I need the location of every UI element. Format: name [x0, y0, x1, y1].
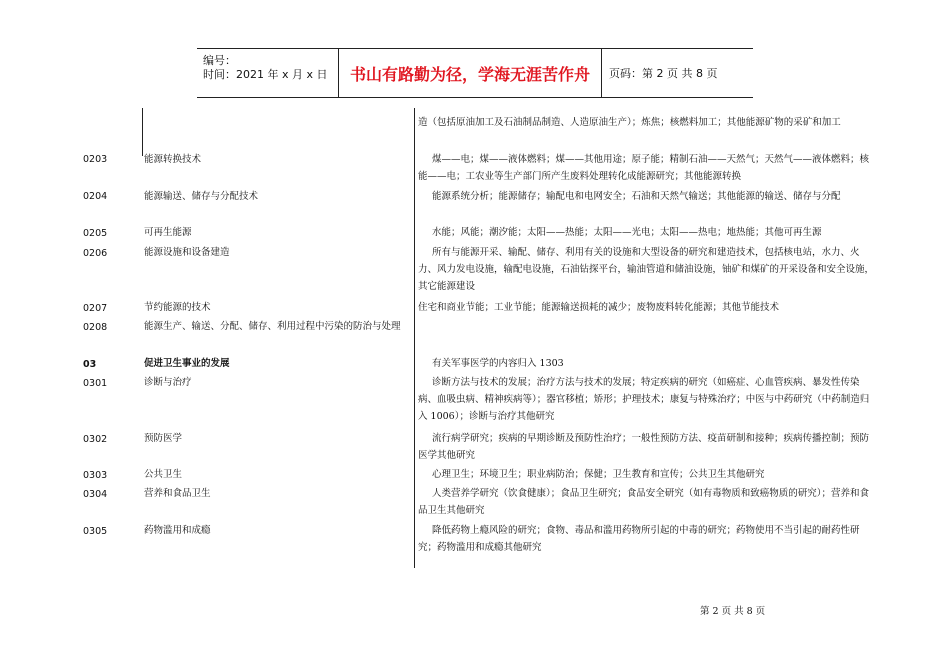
- row-code: 0207: [83, 303, 108, 314]
- column-divider-left: [142, 108, 143, 156]
- page-footer: 第 2 页 共 8 页: [700, 606, 766, 617]
- row-code: 0302: [83, 434, 108, 445]
- row-desc: 有关军事医学的内容归入 1303: [432, 358, 564, 369]
- row-title: 能源设施和设备建造: [144, 247, 230, 258]
- row-title: 能源生产、输送、分配、储存、利用过程中污染的防治与处理: [144, 321, 401, 332]
- row-desc: 住宅和商业节能；工业节能；能源输送损耗的减少；废物废料转化能源；其他节能技术: [418, 302, 780, 313]
- row-desc: 造（包括原油加工及石油制品制造、人造原油生产）；炼焦；核燃料加工；其他能源矿物的采矿和加工: [418, 117, 841, 128]
- row-code: 0206: [83, 248, 108, 259]
- row-code: 0304: [83, 489, 108, 500]
- row-code: 0305: [83, 526, 108, 537]
- motto: 书山有路勤为径，学海无涯苦作舟: [338, 49, 602, 97]
- row-code: 03: [83, 359, 97, 370]
- row-title: 公共卫生: [144, 469, 183, 480]
- row-code: 0205: [83, 228, 108, 239]
- row-desc: 水能；风能；潮汐能；太阳——热能；太阳——光电；太阳——热电；地热能；其他可再生源: [432, 227, 822, 238]
- row-code: 0208: [83, 322, 108, 333]
- row-desc: 流行病学研究；疾病的早期诊断及预防性治疗；一般性预防方法、疫苗研制和接种；疾病传播控制；预防医学其他研究: [418, 433, 870, 461]
- row-title: 药物滥用和成瘾: [144, 525, 211, 536]
- row-title: 促进卫生事业的发展: [144, 358, 230, 369]
- row-desc: 心理卫生；环境卫生；职业病防治；保健；卫生教育和宣传；公共卫生其他研究: [432, 469, 765, 480]
- row-title: 能源转换技术: [144, 154, 202, 165]
- row-desc: 诊断方法与技术的发展；治疗方法与技术的发展；特定疾病的研究（如癌症、心血管疾病、暴发性传染病、血吸虫病、精神疾病等）；器官移植；矫形；护理技术；康复与特殊治疗；中医与中药研究（中药制造归入 1006）；诊断与治疗其他研究: [418, 377, 870, 422]
- row-title: 诊断与治疗: [144, 377, 192, 388]
- row-title: 节约能源的技术: [144, 302, 211, 313]
- row-desc: 人类营养学研究（饮食健康）；食品卫生研究；食品安全研究（如有毒物质和致癌物质的研究）；营养和食品卫生其他研究: [418, 488, 870, 516]
- row-code: 0203: [83, 154, 108, 165]
- row-title: 可再生能源: [144, 227, 192, 238]
- row-desc: 降低药物上瘾风险的研究；食物、毒品和滥用药物所引起的中毒的研究；药物使用不当引起的耐药性研究；药物滥用和成瘾其他研究: [418, 525, 860, 553]
- page-label: 页码：第 2 页 共 8 页: [609, 67, 718, 80]
- row-title: 能源输送、储存与分配技术: [144, 191, 259, 202]
- row-code: 0301: [83, 378, 108, 389]
- row-desc: 煤——电；煤——液体燃料；煤——其他用途；原子能；精制石油——天然气；天然气——液体燃料；核能——电；工农业等生产部门所产生废料处理转化成能源研究；其他能源转换: [418, 154, 870, 182]
- row-desc: 所有与能源开采、输配、储存、利用有关的设施和大型设备的研究和建造技术，包括核电站，水力、火力、风力发电设施，输配电设施，石油钻探平台，输油管道和储油设施，铀矿和煤矿的开采设备和安全设施，其它能源建设: [418, 247, 875, 292]
- row-title: 营养和食品卫生: [144, 488, 211, 499]
- column-divider-right: [414, 108, 415, 568]
- row-code: 0204: [83, 191, 108, 202]
- row-desc: 能源系统分析；能源储存；输配电和电网安全；石油和天然气输送；其他能源的输送、储存与分配: [432, 191, 841, 202]
- header-meta: [197, 49, 338, 97]
- date-label: 时间：2021 年 x 月 x 日: [203, 68, 328, 81]
- id-label: 编号：: [203, 54, 236, 67]
- page-header: [197, 48, 753, 98]
- row-title: 预防医学: [144, 433, 183, 444]
- row-code: 0303: [83, 470, 108, 481]
